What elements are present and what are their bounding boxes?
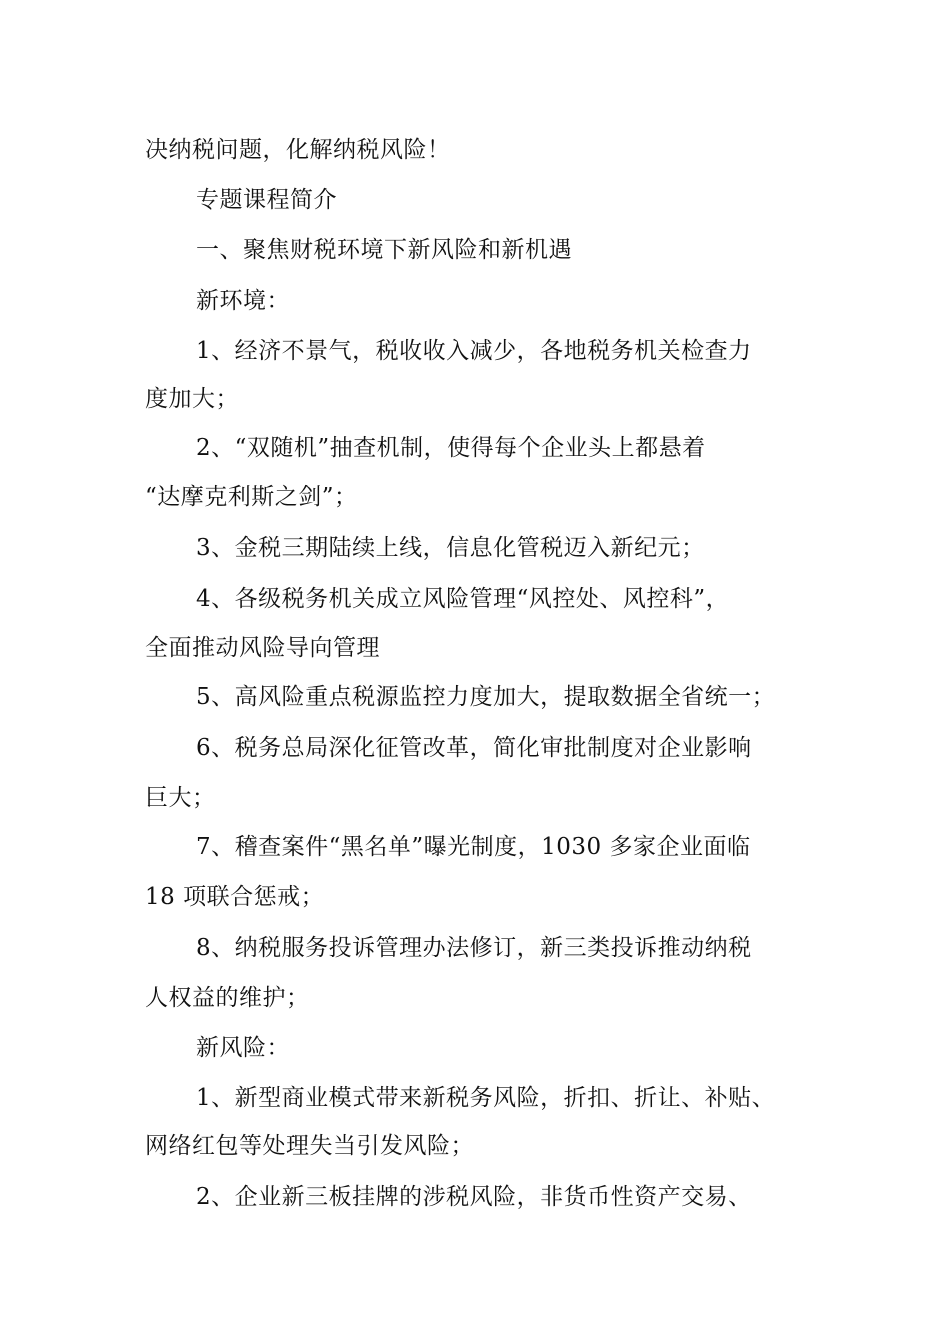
list-item: 2、“双随机”抽查机制，使得每个企业头上都悬着 bbox=[196, 435, 706, 461]
list-item: 1、经济不景气，税收收入减少，各地税务机关检查力 bbox=[196, 338, 752, 364]
list-item: 7、稽查案件“黑名单”曝光制度，1030 多家企业面临 bbox=[196, 834, 751, 860]
list-item: 6、税务总局深化征管改革，简化审批制度对企业影响 bbox=[196, 735, 752, 761]
list-item-continuation: 18 项联合惩戒； bbox=[145, 884, 325, 910]
list-item: 5、高风险重点税源监控力度加大，提取数据全省统一； bbox=[196, 684, 776, 710]
list-item-continuation: 网络红包等处理失当引发风险； bbox=[145, 1133, 474, 1159]
subheading: 新环境： bbox=[196, 288, 290, 314]
list-item: 8、纳税服务投诉管理办法修订，新三类投诉推动纳税 bbox=[196, 935, 752, 961]
section-heading: 专题课程简介 bbox=[196, 187, 337, 213]
text-line: 决纳税问题，化解纳税风险！ bbox=[145, 137, 451, 163]
list-item: 3、金税三期陆续上线，信息化管税迈入新纪元； bbox=[196, 535, 705, 561]
list-item-continuation: 巨大； bbox=[145, 785, 216, 811]
section-heading: 一、聚焦财税环境下新风险和新机遇 bbox=[196, 237, 572, 263]
list-item-continuation: 全面推动风险导向管理 bbox=[145, 635, 380, 661]
subheading: 新风险： bbox=[196, 1035, 290, 1061]
list-item-continuation: “达摩克利斯之剑”； bbox=[145, 484, 358, 510]
list-item: 4、各级税务机关成立风险管理“风控处、风控科”， bbox=[196, 586, 730, 612]
list-item: 2、企业新三板挂牌的涉税风险，非货币性资产交易、 bbox=[196, 1184, 752, 1210]
list-item-continuation: 人权益的维护； bbox=[145, 985, 310, 1011]
list-item: 1、新型商业模式带来新税务风险，折扣、折让、补贴、 bbox=[196, 1085, 776, 1111]
list-item-continuation: 度加大； bbox=[145, 386, 239, 412]
